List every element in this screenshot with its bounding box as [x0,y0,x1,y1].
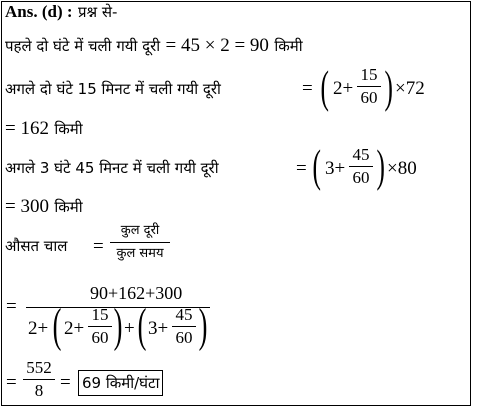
second-frac-den: 60 [360,88,378,107]
first-segment-text: पहले दो घंटे में चली गयी दूरी [5,37,161,55]
answer-label: Ans. (d) : [5,2,73,21]
average-formula-fraction [108,222,172,263]
big-equals: = [6,296,17,317]
header-line [5,2,117,22]
fraction-bar [110,242,170,243]
frac-one-den: 60 [91,328,109,347]
left-paren: ( [312,140,321,191]
final-fraction [22,358,56,401]
final-num: 552 [26,358,52,377]
right-paren: ) [376,140,385,191]
left-paren: ( [52,299,62,352]
distance-second-result [5,119,83,139]
second-equals: = [302,78,313,99]
second-multiplier: ×72 [395,78,425,99]
third-result-unit: किमी [54,198,83,216]
second-fraction [356,65,382,108]
third-equals: = [296,158,307,179]
distance-third-result [5,197,83,217]
average-speed-label [5,236,67,256]
total-distance-text: कुल दूरी [120,223,160,238]
denominator-plus: + [124,318,135,339]
right-paren: ) [198,299,208,352]
average-speed-text: औसत चाल [5,237,68,255]
final-equals-one: = [6,372,17,393]
left-paren: ( [320,61,329,112]
final-den: 8 [34,381,44,400]
frac-two-num: 45 [175,305,193,324]
first-segment-unit: किमी [274,37,303,55]
right-paren: ) [384,61,393,112]
total-time-text: कुल समय [116,246,164,261]
fraction-bar [172,326,196,327]
distance-second-line [5,79,221,99]
fraction-bar [349,166,373,167]
denominator-two: 2+ [28,318,49,339]
third-segment-text: अगले 3 घंटे 45 मिनट में चली गयी दूरी [5,159,219,177]
fraction-bar [88,326,112,327]
third-whole: 3+ [325,158,346,179]
fraction-bar [23,379,55,380]
third-result-value: = 300 [5,196,49,217]
big-numerator: 90+162+300 [90,283,183,303]
frac-one-num: 15 [91,305,109,324]
second-result-unit: किमी [54,120,83,138]
left-paren: ( [137,299,147,352]
distance-third-line [5,158,219,178]
second-segment-text: अगले दो घंटे 15 मिनट में चली गयी दूरी [5,80,221,98]
third-frac-num: 45 [352,145,370,164]
final-answer-box [78,370,163,396]
first-segment-equation: = 45 × 2 = 90 [165,35,269,56]
second-frac-num: 15 [360,65,378,84]
average-equals: = [93,236,104,257]
frac-two-den: 60 [175,328,193,347]
denominator-three: 3+ [148,318,169,339]
denominator-fraction-one [87,305,113,348]
final-answer: 69 किमी/घंटा [82,374,160,392]
denominator-fraction-two [171,305,197,348]
final-equals-two: = [60,372,71,393]
right-paren: ) [113,299,123,352]
third-frac-den: 60 [352,168,370,187]
third-multiplier: ×80 [387,158,417,179]
fraction-bar [357,86,381,87]
from-question-text: प्रश्न से- [77,3,118,21]
second-result-value: = 162 [5,118,49,139]
denominator-inner-two: 2+ [64,318,85,339]
second-whole: 2+ [333,78,354,99]
distance-first-line [5,36,303,56]
third-fraction [348,145,374,188]
